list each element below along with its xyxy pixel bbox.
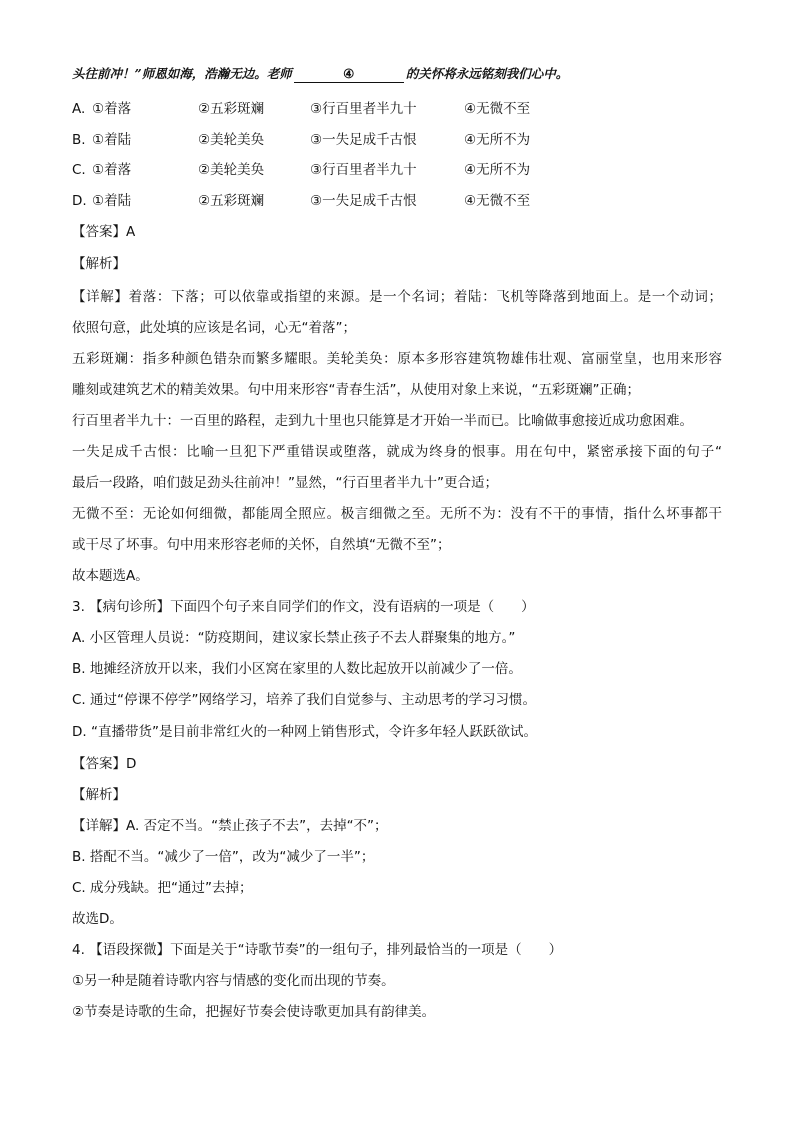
detail-line: 【详解】着落：下落；可以依靠或指望的来源。是一个名词；着陆：飞机等降落到地面上。是一个动词；: [72, 289, 722, 305]
detail-line: 行百里者半九十：一百里的路程，走到九十里也只能算是才开始一半而已。比喻做事愈接近成功愈困难。: [72, 413, 693, 429]
question-4-line: ②节奏是诗歌的生命，把握好节奏会使诗歌更加具有韵律美。: [72, 1004, 436, 1020]
question-3-stem: 3. 【病句诊所】下面四个句子来自同学们的作文，没有语病的一项是（ ）: [72, 599, 535, 615]
option-row-b: [72, 130, 530, 150]
option-item: ①着陆: [92, 132, 132, 148]
option-item: ②美轮美奂: [198, 162, 265, 178]
option-item: ④无所不为: [464, 132, 531, 148]
option-item: ①着陆: [92, 193, 132, 209]
option-item: ③一失足成千古恨: [310, 193, 417, 209]
option-item: ①着落: [92, 101, 132, 117]
option-item: ②五彩斑斓: [198, 101, 265, 117]
detail-line: 依照句意，此处填的应该是名词，心无“着落”；: [72, 320, 356, 336]
option-item: ②美轮美奂: [198, 132, 265, 148]
detail-line: 五彩斑斓：指多种颜色错杂而繁多耀眼。美轮美奂：原本多形容建筑物雄伟壮观、富丽堂皇，也用来形容: [72, 351, 722, 367]
option-item: ③行百里者半九十: [310, 101, 417, 117]
conclusion-line: 故本题选A。: [72, 568, 149, 584]
detail-line: 无微不至：无论如何细微，都能周全照应。极言细微之至。无所不为：没有不干的事情，指什么坏事都干: [72, 506, 722, 522]
detail-line: 一失足成千古恨：比喻一旦犯下严重错误或堕落，就成为终身的恨事。用在句中，紧密承接下面的句子“: [72, 444, 722, 460]
option-item: ①着落: [92, 162, 132, 178]
option-label: A.: [72, 101, 86, 117]
conclusion-line: 故选D。: [72, 911, 123, 927]
question-4-line: ①另一种是随着诗歌内容与情感的变化而出现的节奏。: [72, 973, 395, 989]
detail-line: 雕刻或建筑艺术的精美效果。句中用来形容“青春生活”，从使用对象上来说，“五彩斑斓”正确；: [72, 382, 640, 398]
option-item: ④无所不为: [464, 162, 531, 178]
option-item: ③一失足成千古恨: [310, 132, 417, 148]
question-3-option-b: B. 地摊经济放开以来，我们小区窝在家里的人数比起放开以前减少了一倍。: [72, 661, 522, 677]
question-3-option-c: C. 通过“停课不停学”网络学习，培养了我们自觉参与、主动思考的学习习惯。: [72, 692, 536, 708]
question-3-option-d: D. “直播带货”是目前非常红火的一种网上销售形式，令许多年轻人跃跃欲试。: [72, 724, 537, 740]
detail-line: 或干尽了坏事。句中用来形容老师的关怀，自然填“无微不至”；: [72, 537, 451, 553]
question-4-stem: 4. 【语段探微】下面是关于“诗歌节奏”的一组句子，排列最恰当的一项是（ ）: [72, 942, 563, 958]
option-label: B.: [72, 132, 86, 148]
answer-label: 【答案】A: [72, 224, 136, 240]
answer-label: 【答案】D: [72, 756, 137, 772]
option-item: ④无微不至: [464, 193, 531, 209]
passage-text-after: 的关怀将永远铭刻我们心中。: [405, 66, 569, 81]
option-item: ②五彩斑斓: [198, 193, 265, 209]
question-3-option-a: A. 小区管理人员说：“防疫期间，建议家长禁止孩子不去人群聚集的地方。”: [72, 630, 516, 646]
detail-line: C. 成分残缺。把“通过”去掉；: [72, 880, 253, 896]
option-item: ③行百里者半九十: [310, 162, 417, 178]
detail-line: 【详解】A. 否定不当。“禁止孩子不去”，去掉“不”；: [72, 818, 388, 834]
option-label: D.: [72, 193, 87, 209]
passage-continuation: [72, 64, 568, 84]
fill-blank-4: ④: [294, 66, 404, 83]
option-item: ④无微不至: [464, 101, 531, 117]
detail-line: 最后一段路，咱们鼓足劲头往前冲！”显然，“行百里者半九十”更合适；: [72, 475, 498, 491]
analysis-label: 【解析】: [72, 256, 126, 272]
option-label: C.: [72, 162, 86, 178]
option-row-c: [72, 160, 530, 180]
option-row-a: [72, 99, 530, 119]
analysis-label: 【解析】: [72, 787, 126, 803]
option-row-d: [72, 191, 530, 211]
detail-line: B. 搭配不当。“减少了一倍”，改为“减少了一半”；: [72, 849, 375, 865]
passage-text-before: 头往前冲！”师恩如海，浩瀚无边。老师: [72, 66, 292, 81]
